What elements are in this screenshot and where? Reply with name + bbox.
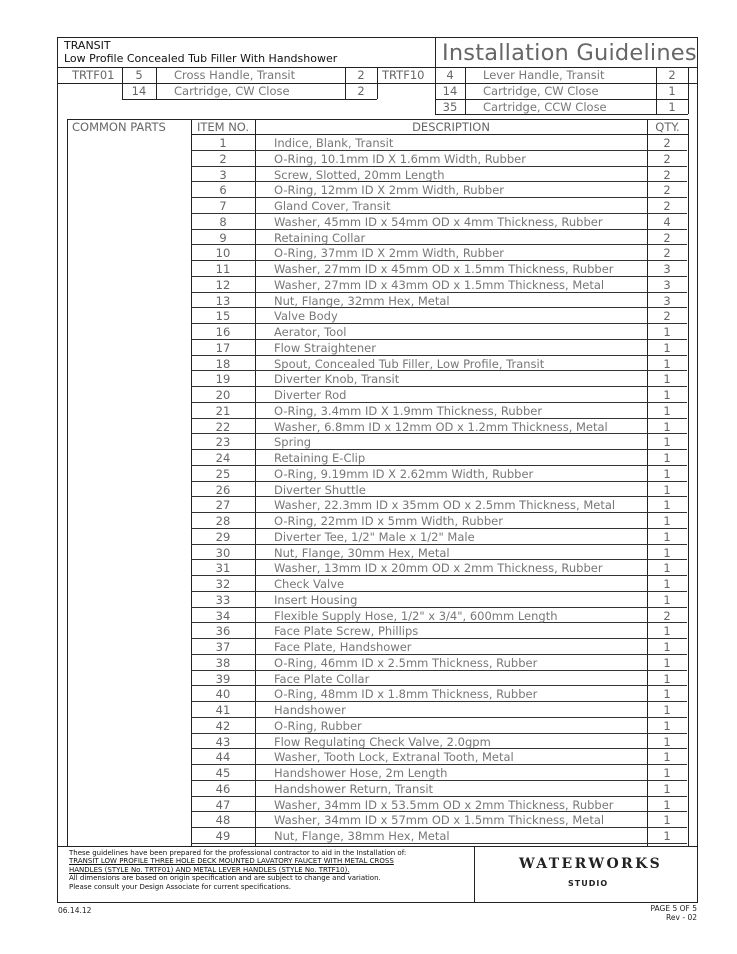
item-no: 9 bbox=[219, 230, 227, 245]
item-no: 43 bbox=[215, 734, 231, 749]
item-no: 1 bbox=[219, 136, 227, 150]
table-row bbox=[191, 529, 687, 545]
item-qty: 2 bbox=[663, 246, 671, 261]
item-no: 18 bbox=[215, 356, 231, 371]
item-qty: 1 bbox=[663, 640, 671, 654]
item-no: 39 bbox=[215, 671, 231, 686]
table-row bbox=[191, 214, 687, 230]
table-row bbox=[191, 497, 687, 513]
item-description: Washer, Tooth Lock, Extranal Tooth, Metal bbox=[274, 750, 514, 765]
item-no: 33 bbox=[215, 592, 231, 607]
item-qty: 1 bbox=[663, 498, 671, 513]
product-name: Low Profile Concealed Tub Filler With Handshower bbox=[64, 52, 338, 65]
item-no: 44 bbox=[215, 750, 231, 765]
item-no: 25 bbox=[215, 466, 231, 481]
variant-left-qty: 2 bbox=[357, 68, 365, 82]
table-row bbox=[191, 608, 687, 624]
item-qty: 2 bbox=[663, 151, 671, 166]
item-description: Washer, 34mm ID x 57mm OD x 1.5mm Thickness, Metal bbox=[274, 813, 605, 828]
item-qty: 1 bbox=[663, 687, 671, 702]
item-description: O-Ring, Rubber bbox=[274, 718, 362, 733]
common-parts-label: COMMON PARTS bbox=[72, 120, 166, 134]
table-row bbox=[191, 371, 687, 387]
table-row bbox=[191, 261, 687, 277]
item-description: Flexible Supply Hose, 1/2" x 3/4", 600mm Length bbox=[274, 608, 558, 623]
item-qty: 4 bbox=[663, 214, 671, 229]
item-qty: 1 bbox=[663, 435, 671, 450]
item-qty: 2 bbox=[663, 309, 671, 324]
item-description: Nut, Flange, 30mm Hex, Metal bbox=[274, 545, 450, 560]
doc-date: 06.14.12 bbox=[58, 906, 92, 915]
item-description: Flow Regulating Check Valve, 2.0gpm bbox=[274, 734, 491, 749]
variant-right-no: 4 bbox=[446, 68, 454, 82]
table-row bbox=[191, 592, 687, 608]
header-qty: QTY. bbox=[655, 120, 680, 134]
item-qty: 2 bbox=[663, 167, 671, 182]
item-qty: 1 bbox=[663, 829, 671, 843]
item-description: Washer, 34mm ID x 53.5mm OD x 2mm Thickness, Rubber bbox=[274, 797, 614, 812]
variant-right-qty: 1 bbox=[668, 84, 676, 98]
item-description: Washer, 27mm ID x 43mm OD x 1.5mm Thickness, Metal bbox=[274, 277, 605, 292]
product-line: TRANSIT bbox=[64, 39, 111, 52]
note-line: HANDLES (STYLE No. TRTF01) AND METAL LEVER HANDLES (STYLE No. TRTF10). bbox=[69, 865, 350, 874]
item-no: 36 bbox=[215, 624, 231, 639]
item-qty: 1 bbox=[663, 529, 671, 544]
item-no: 29 bbox=[215, 529, 231, 544]
variant-right-model: TRTF10 bbox=[382, 68, 425, 82]
item-description: O-Ring, 22mm ID x 5mm Width, Rubber bbox=[274, 514, 503, 528]
table-row bbox=[191, 828, 687, 844]
table-row bbox=[191, 781, 687, 797]
item-description: Retaining E-Clip bbox=[274, 451, 366, 465]
item-description: Diverter Shuttle bbox=[274, 482, 366, 497]
item-no: 15 bbox=[215, 309, 231, 324]
table-row bbox=[191, 671, 687, 687]
table-row bbox=[191, 293, 687, 309]
item-description: Check Valve bbox=[274, 577, 345, 591]
table-row bbox=[191, 797, 687, 813]
item-description: Diverter Rod bbox=[274, 388, 347, 402]
item-qty: 1 bbox=[663, 592, 671, 607]
item-description: Indice, Blank, Transit bbox=[274, 136, 394, 150]
item-qty: 3 bbox=[663, 293, 671, 308]
doc-title: Installation Guidelines bbox=[442, 40, 697, 66]
item-no: 47 bbox=[215, 797, 231, 812]
item-no: 7 bbox=[219, 199, 227, 213]
note-line: These guidelines have been prepared for the professional contractor to aid in the Installation of: bbox=[69, 849, 407, 857]
item-qty: 1 bbox=[663, 624, 671, 639]
variant-line-3r bbox=[435, 114, 688, 115]
item-no: 32 bbox=[215, 577, 231, 591]
table-row bbox=[191, 434, 687, 450]
variant-vline bbox=[688, 67, 689, 114]
item-qty: 1 bbox=[663, 703, 671, 717]
table-row bbox=[191, 513, 687, 529]
item-no: 26 bbox=[215, 482, 231, 497]
item-description: Washer, 22.3mm ID x 35mm OD x 2.5mm Thickness, Metal bbox=[274, 498, 616, 513]
variant-left-desc: Cartridge, CW Close bbox=[174, 84, 290, 98]
item-no: 19 bbox=[215, 372, 231, 387]
item-qty: 2 bbox=[663, 230, 671, 245]
item-description: Face Plate, Handshower bbox=[274, 640, 412, 654]
item-description: Face Plate Collar bbox=[274, 671, 370, 686]
table-row bbox=[191, 749, 687, 765]
item-description: Handshower bbox=[274, 703, 346, 717]
table-row bbox=[191, 356, 687, 372]
item-description: Handshower Return, Transit bbox=[274, 781, 434, 796]
item-qty: 1 bbox=[663, 577, 671, 591]
item-qty: 1 bbox=[663, 419, 671, 434]
item-description: Valve Body bbox=[274, 309, 338, 324]
item-no: 3 bbox=[219, 167, 227, 182]
variant-vline bbox=[377, 67, 378, 99]
item-no: 48 bbox=[215, 813, 231, 828]
footer-top-line bbox=[57, 846, 698, 847]
item-qty: 1 bbox=[663, 466, 671, 481]
parts-vline-right bbox=[688, 119, 689, 846]
item-no: 24 bbox=[215, 451, 231, 465]
item-description: O-Ring, 9.19mm ID X 2.62mm Width, Rubber bbox=[274, 466, 534, 481]
item-description: Gland Cover, Transit bbox=[274, 199, 391, 213]
item-no: 27 bbox=[215, 498, 231, 513]
item-description: Washer, 6.8mm ID x 12mm OD x 1.2mm Thickness, Metal bbox=[274, 419, 608, 434]
item-no: 12 bbox=[215, 277, 231, 292]
item-no: 28 bbox=[215, 514, 231, 528]
item-qty: 1 bbox=[663, 388, 671, 402]
table-row bbox=[191, 702, 687, 718]
item-description: Spout, Concealed Tub Filler, Low Profile, Transit bbox=[274, 356, 545, 371]
item-description: O-Ring, 46mm ID x 2.5mm Thickness, Rubber bbox=[274, 655, 538, 670]
item-no: 46 bbox=[215, 781, 231, 796]
item-description: Diverter Tee, 1/2" Male x 1/2" Male bbox=[274, 529, 475, 544]
item-no: 37 bbox=[215, 640, 231, 654]
item-no: 42 bbox=[215, 718, 231, 733]
variant-left-qty: 2 bbox=[357, 84, 365, 98]
item-qty: 3 bbox=[663, 262, 671, 276]
header-description: DESCRIPTION bbox=[412, 120, 490, 134]
brand-sub: STUDIO bbox=[568, 879, 609, 888]
table-row bbox=[191, 560, 687, 576]
item-no: 22 bbox=[215, 419, 231, 434]
page-number bbox=[620, 904, 697, 922]
item-no: 16 bbox=[215, 325, 231, 339]
table-row bbox=[191, 277, 687, 293]
item-no: 20 bbox=[215, 388, 231, 402]
table-row bbox=[191, 419, 687, 435]
item-qty: 1 bbox=[663, 325, 671, 339]
item-qty: 1 bbox=[663, 671, 671, 686]
item-qty: 1 bbox=[663, 766, 671, 780]
item-qty: 1 bbox=[663, 750, 671, 765]
item-no: 13 bbox=[215, 293, 231, 308]
item-qty: 1 bbox=[663, 655, 671, 670]
variant-left-model: TRTF01 bbox=[72, 68, 115, 82]
footer-note bbox=[69, 849, 469, 891]
item-description: Washer, 13mm ID x 20mm OD x 2mm Thickness, Rubber bbox=[274, 561, 603, 576]
table-row bbox=[191, 623, 687, 639]
item-qty: 3 bbox=[663, 277, 671, 292]
table-row bbox=[191, 230, 687, 246]
table-row bbox=[191, 734, 687, 750]
item-no: 2 bbox=[219, 151, 227, 166]
note-line: All dimensions are based on origin specification and are subject to change and variation. bbox=[69, 874, 381, 883]
note-line: TRANSIT LOW PROFILE THREE HOLE DECK MOUNTED LAVATORY FAUCET WITH METAL CROSS bbox=[69, 857, 394, 866]
item-qty: 2 bbox=[663, 183, 671, 198]
table-row bbox=[191, 308, 687, 324]
item-no: 49 bbox=[215, 829, 231, 843]
variant-right-no: 35 bbox=[442, 100, 458, 114]
item-description: O-Ring, 12mm ID X 2mm Width, Rubber bbox=[274, 183, 504, 198]
item-description: Retaining Collar bbox=[274, 230, 366, 245]
item-description: Aerator, Tool bbox=[274, 325, 347, 339]
item-description: Nut, Flange, 32mm Hex, Metal bbox=[274, 293, 450, 308]
item-no: 41 bbox=[215, 703, 231, 717]
item-qty: 2 bbox=[663, 136, 671, 150]
item-qty: 1 bbox=[663, 403, 671, 418]
item-qty: 1 bbox=[663, 545, 671, 560]
item-description: O-Ring, 37mm ID X 2mm Width, Rubber bbox=[274, 246, 504, 261]
variant-right-qty: 2 bbox=[668, 68, 676, 82]
table-row bbox=[191, 340, 687, 356]
table-row bbox=[191, 135, 687, 151]
item-no: 10 bbox=[215, 246, 231, 261]
item-description: O-Ring, 3.4mm ID X 1.9mm Thickness, Rubber bbox=[274, 403, 543, 418]
table-row bbox=[191, 324, 687, 340]
table-row bbox=[191, 450, 687, 466]
item-no: 6 bbox=[219, 183, 227, 198]
item-qty: 1 bbox=[663, 797, 671, 812]
table-row bbox=[191, 151, 687, 167]
item-description: Diverter Knob, Transit bbox=[274, 372, 400, 387]
item-qty: 2 bbox=[663, 608, 671, 623]
table-row bbox=[191, 387, 687, 403]
item-qty: 1 bbox=[663, 718, 671, 733]
variant-left-no: 14 bbox=[131, 84, 147, 98]
table-row bbox=[191, 466, 687, 482]
table-row bbox=[191, 639, 687, 655]
header-item-no: ITEM NO. bbox=[196, 120, 250, 134]
item-description: Nut, Flange, 38mm Hex, Metal bbox=[274, 829, 450, 843]
parts-vline-left bbox=[67, 119, 68, 846]
item-qty: 2 bbox=[663, 199, 671, 213]
item-no: 31 bbox=[215, 561, 231, 576]
item-description: Spring bbox=[274, 435, 312, 450]
variant-line-2 bbox=[122, 99, 377, 100]
item-description: Washer, 27mm ID x 45mm OD x 1.5mm Thickness, Rubber bbox=[274, 262, 614, 276]
item-qty: 1 bbox=[663, 451, 671, 465]
item-qty: 1 bbox=[663, 734, 671, 749]
variant-left-no: 5 bbox=[135, 68, 143, 82]
variant-vline bbox=[465, 67, 466, 114]
item-qty: 1 bbox=[663, 356, 671, 371]
page-of: PAGE 5 OF 5 bbox=[650, 904, 697, 913]
table-row bbox=[191, 182, 687, 198]
item-no: 30 bbox=[215, 545, 231, 560]
variant-right-qty: 1 bbox=[668, 100, 676, 114]
item-no: 21 bbox=[215, 403, 231, 418]
table-row bbox=[191, 245, 687, 261]
revision: Rev - 02 bbox=[666, 913, 697, 922]
item-description: O-Ring, 48mm ID x 1.8mm Thickness, Rubber bbox=[274, 687, 538, 702]
variant-vline bbox=[156, 67, 157, 99]
item-qty: 1 bbox=[663, 561, 671, 576]
item-no: 8 bbox=[219, 214, 227, 229]
item-qty: 1 bbox=[663, 340, 671, 355]
table-row bbox=[191, 718, 687, 734]
header-divider bbox=[435, 37, 436, 68]
item-description: Face Plate Screw, Phillips bbox=[274, 624, 419, 639]
item-no: 17 bbox=[215, 340, 231, 355]
table-row bbox=[191, 686, 687, 702]
table-row bbox=[191, 167, 687, 183]
item-no: 11 bbox=[215, 262, 231, 276]
item-no: 23 bbox=[215, 435, 231, 450]
item-qty: 1 bbox=[663, 482, 671, 497]
table-row bbox=[191, 655, 687, 671]
item-no: 40 bbox=[215, 687, 231, 702]
item-description: Insert Housing bbox=[274, 592, 358, 607]
brand-logo: WATERWORKS bbox=[519, 856, 663, 872]
item-no: 38 bbox=[215, 655, 231, 670]
table-row bbox=[191, 198, 687, 214]
item-description: Washer, 45mm ID x 54mm OD x 4mm Thickness, Rubber bbox=[274, 214, 603, 229]
item-no: 34 bbox=[215, 608, 231, 623]
item-description: Screw, Slotted, 20mm Length bbox=[274, 167, 445, 182]
item-qty: 1 bbox=[663, 514, 671, 528]
table-row bbox=[191, 482, 687, 498]
variant-right-desc: Lever Handle, Transit bbox=[483, 68, 605, 82]
table-row bbox=[191, 545, 687, 561]
item-qty: 1 bbox=[663, 781, 671, 796]
item-no: 45 bbox=[215, 766, 231, 780]
table-row bbox=[191, 812, 687, 828]
variant-right-no: 14 bbox=[442, 84, 458, 98]
note-line: Please consult your Design Associate for current specifications. bbox=[69, 882, 291, 891]
variant-left-desc: Cross Handle, Transit bbox=[174, 68, 296, 82]
item-qty: 1 bbox=[663, 813, 671, 828]
item-description: Flow Straightener bbox=[274, 340, 376, 355]
item-qty: 1 bbox=[663, 372, 671, 387]
item-description: Handshower Hose, 2m Length bbox=[274, 766, 448, 780]
table-row bbox=[191, 765, 687, 781]
variant-right-desc: Cartridge, CW Close bbox=[483, 84, 599, 98]
table-row bbox=[191, 576, 687, 592]
variant-right-desc: Cartridge, CCW Close bbox=[483, 100, 607, 114]
footer-divider bbox=[474, 846, 475, 903]
table-row bbox=[191, 403, 687, 419]
item-description: O-Ring, 10.1mm ID X 1.6mm Width, Rubber bbox=[274, 151, 526, 166]
